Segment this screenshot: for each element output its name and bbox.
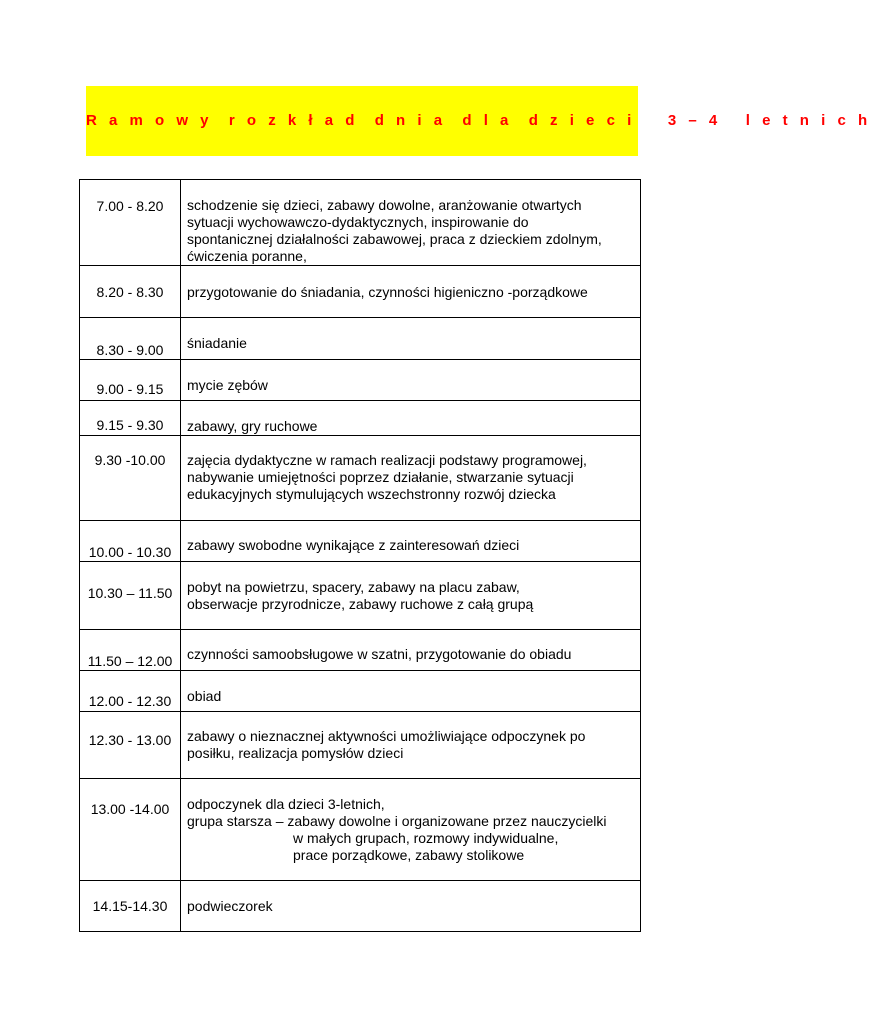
time-cell — [80, 180, 181, 266]
activity-line: obserwacje przyrodnicze, zabawy ruchowe z całą grupą — [187, 596, 534, 612]
activity-line: prace porządkowe, zabawy stolikowe — [293, 847, 525, 863]
time-cell — [80, 266, 181, 318]
time-label: 9.30 -10.00 — [94, 452, 166, 468]
activity-line: pobyt na powietrzu, spacery, zabawy na placu zabaw, — [187, 579, 520, 595]
activity-cell — [181, 360, 641, 401]
table-row — [80, 779, 641, 881]
time-label: 8.20 - 8.30 — [96, 284, 164, 300]
time-label: 7.00 - 8.20 — [96, 198, 164, 214]
table-row — [80, 436, 641, 521]
activity-line: grupa starsza – zabawy dowolne i organizowane przez nauczycielki — [187, 813, 607, 829]
activity-line: edukacyjnych stymulujących wszechstronny rozwój dziecka — [187, 486, 556, 502]
activity-cell — [181, 318, 641, 360]
table-row — [80, 671, 641, 712]
activity-cell — [181, 881, 641, 932]
time-cell — [80, 881, 181, 932]
table-row — [80, 180, 641, 266]
activity-line: mycie zębów — [187, 377, 268, 393]
table-row — [80, 712, 641, 779]
activity-line: obiad — [187, 688, 222, 704]
table-row — [80, 266, 641, 318]
time-cell — [80, 318, 181, 360]
activity-line: zajęcia dydaktyczne w ramach realizacji podstawy programowej, — [187, 452, 587, 468]
time-label: 14.15-14.30 — [92, 898, 168, 914]
table-row — [80, 521, 641, 562]
activity-cell — [181, 521, 641, 562]
time-label: 13.00 -14.00 — [90, 801, 170, 817]
time-cell — [80, 712, 181, 779]
activity-cell — [181, 180, 641, 266]
activity-line: zabawy swobodne wynikające z zainteresowań dzieci — [187, 537, 520, 553]
activity-line: podwieczorek — [187, 898, 273, 914]
activity-cell — [181, 401, 641, 436]
time-cell — [80, 401, 181, 436]
page-title: R a m o w y r o z k ł a d d n i a d l a d z i e c i 3 – 4 l e t n i c h — [86, 112, 871, 129]
activity-line: odpoczynek dla dzieci 3-letnich, — [187, 796, 385, 812]
table-row — [80, 401, 641, 436]
time-label: 8.30 - 9.00 — [96, 342, 164, 358]
activity-line: nabywanie umiejętności poprzez działanie, stwarzanie sytuacji — [187, 469, 574, 485]
activity-line: sytuacji wychowawczo-dydaktycznych, inspirowanie do — [187, 214, 529, 230]
activity-line: zabawy o nieznacznej aktywności umożliwiające odpoczynek po — [187, 728, 586, 744]
table-row — [80, 630, 641, 671]
activity-line: zabawy, gry ruchowe — [187, 418, 318, 434]
activity-cell — [181, 630, 641, 671]
activity-line: spontanicznej działalności zabawowej, praca z dzieckiem zdolnym, — [187, 231, 602, 247]
time-label: 9.15 - 9.30 — [96, 417, 164, 433]
activity-line: posiłku, realizacja pomysłów dzieci — [187, 745, 404, 761]
activity-cell — [181, 562, 641, 630]
title-banner — [86, 86, 871, 156]
time-label: 10.00 - 10.30 — [88, 544, 172, 560]
table-row — [80, 318, 641, 360]
activity-line: w małych grupach, rozmowy indywidualne, — [293, 830, 559, 846]
table-row — [80, 562, 641, 630]
time-label: 12.30 - 13.00 — [88, 732, 172, 748]
time-cell — [80, 360, 181, 401]
schedule-table — [79, 179, 641, 932]
activity-line: przygotowanie do śniadania, czynności higieniczno -porządkowe — [187, 284, 588, 300]
time-label: 12.00 - 12.30 — [88, 693, 172, 709]
activity-cell — [181, 266, 641, 318]
activity-line: czynności samoobsługowe w szatni, przygotowanie do obiadu — [187, 646, 572, 662]
time-label: 11.50 – 12.00 — [87, 653, 173, 669]
time-cell — [80, 436, 181, 521]
time-label: 9.00 - 9.15 — [96, 381, 164, 397]
time-cell — [80, 630, 181, 671]
activity-cell — [181, 712, 641, 779]
activity-cell — [181, 779, 641, 881]
activity-line: schodzenie się dzieci, zabawy dowolne, aranżowanie otwartych — [187, 197, 582, 213]
activity-cell — [181, 671, 641, 712]
time-cell — [80, 562, 181, 630]
time-cell — [80, 779, 181, 881]
time-cell — [80, 671, 181, 712]
activity-line: śniadanie — [187, 335, 247, 351]
activity-line: ćwiczenia poranne, — [187, 248, 307, 264]
table-row — [80, 360, 641, 401]
time-cell — [80, 521, 181, 562]
table-row — [80, 881, 641, 932]
time-label: 10.30 – 11.50 — [87, 585, 173, 601]
activity-cell — [181, 436, 641, 521]
